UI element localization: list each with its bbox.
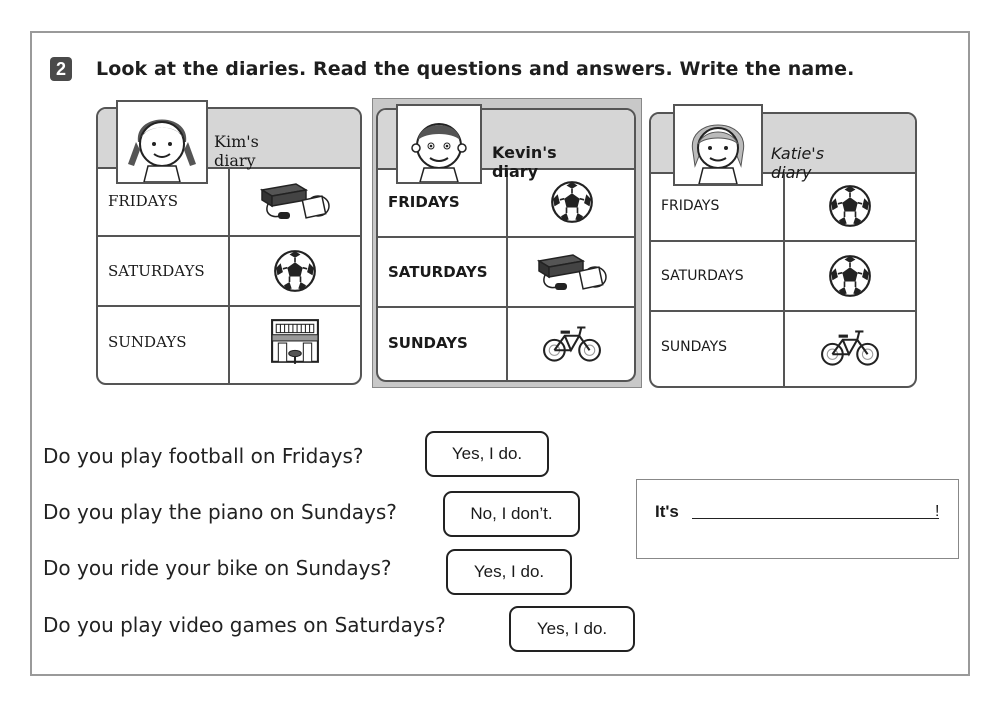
bike-icon bbox=[542, 323, 602, 363]
day-label: SUNDAYS bbox=[388, 334, 468, 352]
football-icon bbox=[828, 184, 872, 228]
day-label: FRIDAYS bbox=[661, 198, 720, 214]
answer-bubble-3 bbox=[446, 549, 572, 595]
bike-icon bbox=[820, 327, 880, 367]
diary-row bbox=[378, 308, 634, 378]
diary-title: Katie's diary bbox=[771, 144, 825, 182]
video-games-icon bbox=[256, 180, 334, 222]
answer-suffix: ! bbox=[935, 503, 940, 520]
diary-row bbox=[98, 237, 360, 307]
answer-bubble-4 bbox=[509, 606, 635, 652]
diary-row bbox=[651, 312, 915, 382]
question-3: Do you ride your bike on Sundays? bbox=[43, 556, 392, 580]
football-icon bbox=[550, 180, 594, 224]
question-4: Do you play video games on Saturdays? bbox=[43, 613, 446, 637]
answer-text: Yes, I do. bbox=[473, 562, 545, 581]
day-label: SUNDAYS bbox=[661, 339, 728, 355]
exercise-number: 2 bbox=[50, 57, 72, 81]
answer-prefix: It's bbox=[655, 502, 679, 521]
boy-face-icon bbox=[398, 106, 480, 182]
answer-text: Yes, I do. bbox=[536, 619, 608, 638]
diary-title: Kevin's diary bbox=[492, 143, 557, 181]
instruction-text: Look at the diaries. Read the questions and answers. Write the name. bbox=[96, 58, 855, 80]
girl-face-icon bbox=[118, 102, 206, 182]
day-label: SATURDAYS bbox=[388, 263, 488, 281]
answer-bubble-1 bbox=[425, 431, 549, 477]
answer-bubble-2 bbox=[443, 491, 580, 537]
day-label: SATURDAYS bbox=[661, 268, 744, 284]
diary-row bbox=[98, 307, 360, 377]
kevin-portrait bbox=[396, 104, 482, 184]
diary-row bbox=[651, 242, 915, 312]
football-icon bbox=[273, 249, 317, 293]
katie-portrait bbox=[673, 104, 763, 186]
question-1: Do you play football on Fridays? bbox=[43, 444, 364, 468]
answer-text: Yes, I do. bbox=[451, 444, 523, 463]
day-label: SATURDAYS bbox=[108, 262, 205, 280]
kim-portrait bbox=[116, 100, 208, 184]
video-games-icon bbox=[533, 251, 611, 293]
answer-box bbox=[636, 479, 959, 559]
name-input-line[interactable] bbox=[692, 518, 939, 519]
piano-icon bbox=[270, 318, 320, 366]
question-2: Do you play the piano on Sundays? bbox=[43, 500, 397, 524]
day-label: FRIDAYS bbox=[108, 192, 179, 210]
day-label: FRIDAYS bbox=[388, 193, 460, 211]
diary-row bbox=[378, 238, 634, 308]
answer-text: No, I don’t. bbox=[470, 504, 553, 523]
diary-title: Kim's diary bbox=[214, 132, 259, 170]
day-label: SUNDAYS bbox=[108, 333, 187, 351]
girl-face-icon bbox=[675, 106, 761, 184]
football-icon bbox=[828, 254, 872, 298]
